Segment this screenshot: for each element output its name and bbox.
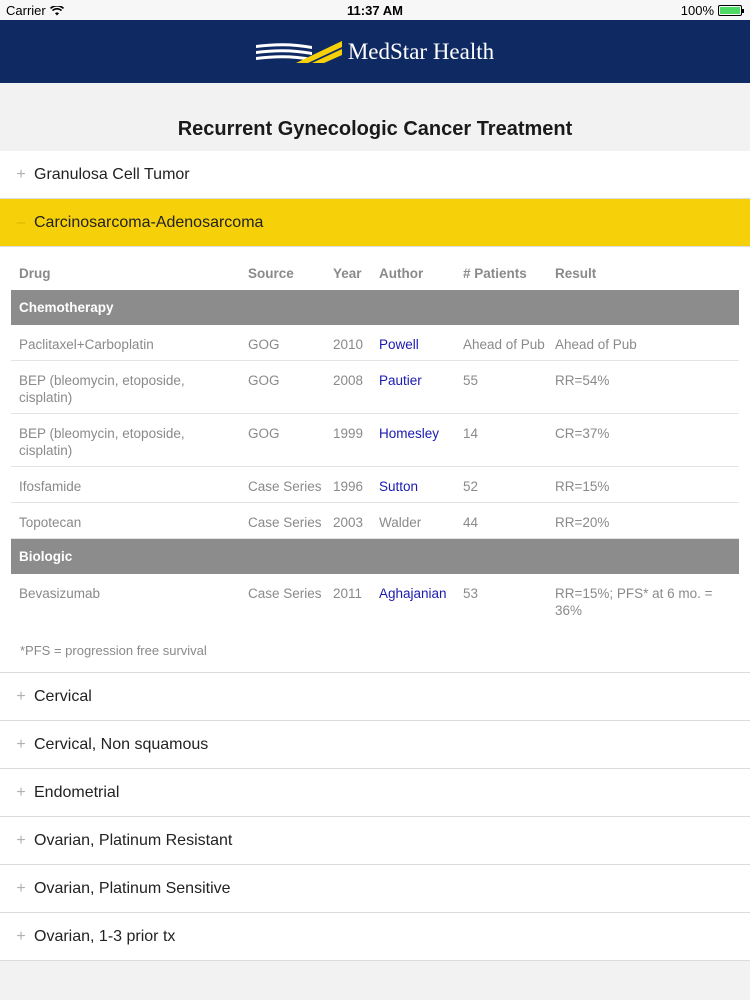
- accordion-item-ovarian-prior-tx[interactable]: [0, 913, 750, 961]
- source-cell: GOG: [240, 361, 325, 414]
- table-row: [11, 361, 739, 414]
- accordion-item-label: Carcinosarcoma-Adenosarcoma: [34, 213, 264, 231]
- patients-cell: 14: [455, 414, 547, 467]
- accordion-item-ovarian-platinum-resistant[interactable]: [0, 817, 750, 865]
- table-row: [11, 574, 739, 626]
- carrier-label: Carrier: [6, 3, 46, 18]
- year-cell: 1996: [325, 467, 371, 503]
- result-cell: RR=15%: [547, 467, 739, 503]
- drug-cell: BEP (bleomycin, etoposide, cisplatin): [11, 361, 240, 414]
- brand-logo[interactable]: [256, 39, 494, 65]
- source-cell: Case Series: [248, 586, 322, 601]
- result-cell: RR=20%: [547, 503, 739, 539]
- plus-icon: +: [16, 927, 26, 945]
- accordion-item-cervical[interactable]: [0, 673, 750, 721]
- table-row: [11, 325, 739, 361]
- year-cell: 2008: [325, 361, 371, 414]
- column-header: Result: [555, 266, 597, 281]
- table-header-row: [11, 257, 739, 290]
- app-header: [0, 20, 750, 83]
- patients-cell: 44: [455, 503, 547, 539]
- patients-cell: Ahead of Pub: [455, 325, 547, 361]
- source-cell: GOG: [240, 414, 325, 467]
- author-link[interactable]: Sutton: [379, 479, 419, 494]
- accordion-item-granulosa[interactable]: [0, 151, 750, 199]
- battery-percent: 100%: [680, 3, 714, 18]
- column-header: Drug: [19, 266, 51, 281]
- column-header: Author: [379, 266, 424, 281]
- plus-icon: +: [16, 879, 26, 897]
- status-bar: [0, 0, 750, 20]
- page-title: Recurrent Gynecologic Cancer Treatment: [177, 118, 573, 140]
- result-cell: Ahead of Pub: [547, 325, 739, 361]
- accordion-item-label: Endometrial: [34, 783, 120, 801]
- group-label: Chemotherapy: [11, 290, 739, 325]
- accordion-item-label: Cervical, Non squamous: [34, 735, 209, 753]
- column-header: Year: [333, 266, 362, 281]
- accordion-item-label: Cervical: [34, 687, 92, 705]
- group-header-chemotherapy: [11, 290, 739, 325]
- drug-cell: Bevasizumab: [19, 586, 101, 601]
- group-label: Biologic: [11, 539, 739, 575]
- drug-cell: Paclitaxel+Carboplatin: [11, 325, 240, 361]
- column-header: # Patients: [463, 266, 527, 281]
- accordion-panel: [0, 247, 750, 673]
- minus-icon: –: [16, 213, 26, 231]
- battery-icon: [718, 5, 742, 16]
- author-cell: [371, 414, 455, 467]
- table-row: [11, 414, 739, 467]
- plus-icon: +: [16, 687, 26, 705]
- drug-cell: Topotecan: [11, 503, 240, 539]
- result-cell: CR=37%: [547, 414, 739, 467]
- author-link[interactable]: Pautier: [379, 373, 422, 388]
- accordion-item-label: Granulosa Cell Tumor: [34, 165, 190, 183]
- column-header: Source: [248, 266, 294, 281]
- source-cell: Case Series: [240, 467, 325, 503]
- patients-cell: 53: [463, 586, 479, 601]
- year-cell: 2010: [325, 325, 371, 361]
- group-header-biologic: [11, 539, 739, 575]
- source-cell: Case Series: [240, 503, 325, 539]
- author-link[interactable]: Powell: [379, 337, 419, 352]
- plus-icon: +: [16, 831, 26, 849]
- author-link[interactable]: Aghajanian: [379, 586, 447, 601]
- drug-cell: Ifosfamide: [11, 467, 240, 503]
- clock: 11:37 AM: [347, 3, 403, 18]
- author-cell: [371, 361, 455, 414]
- author-cell: [371, 325, 455, 361]
- author-cell: [371, 467, 455, 503]
- accordion-item-label: Ovarian, 1-3 prior tx: [34, 927, 176, 945]
- treatment-table: [11, 257, 739, 626]
- battery-indicator: [681, 3, 742, 18]
- patients-cell: 55: [455, 361, 547, 414]
- result-cell: RR=54%: [547, 361, 739, 414]
- year-cell: 2003: [325, 503, 371, 539]
- source-cell: GOG: [240, 325, 325, 361]
- medstar-logo-icon: [256, 41, 342, 63]
- year-cell: 1999: [325, 414, 371, 467]
- patients-cell: 52: [455, 467, 547, 503]
- author-cell: Walder: [371, 503, 455, 539]
- accordion-item-ovarian-platinum-sensitive[interactable]: [0, 865, 750, 913]
- table-row: [11, 467, 739, 503]
- author-cell: [371, 574, 455, 626]
- year-cell: 2011: [333, 586, 363, 601]
- plus-icon: +: [16, 783, 26, 801]
- accordion-item-endometrial[interactable]: [0, 769, 750, 817]
- result-cell: RR=15%; PFS* at 6 mo. = 36%: [555, 586, 713, 618]
- plus-icon: +: [16, 735, 26, 753]
- plus-icon: +: [16, 165, 26, 183]
- drug-cell: BEP (bleomycin, etoposide, cisplatin): [11, 414, 240, 467]
- table-row: [11, 503, 739, 539]
- accordion-item-label: Ovarian, Platinum Resistant: [34, 831, 233, 849]
- accordion-item-cervical-non-squamous[interactable]: [0, 721, 750, 769]
- treatment-accordion: [0, 151, 750, 961]
- brand-name: MedStar Health: [347, 38, 495, 64]
- footnote: *PFS = progression free survival: [20, 643, 207, 658]
- accordion-item-label: Ovarian, Platinum Sensitive: [34, 879, 231, 897]
- author-link[interactable]: Homesley: [379, 426, 440, 441]
- accordion-item-carcinosarcoma[interactable]: [0, 199, 750, 247]
